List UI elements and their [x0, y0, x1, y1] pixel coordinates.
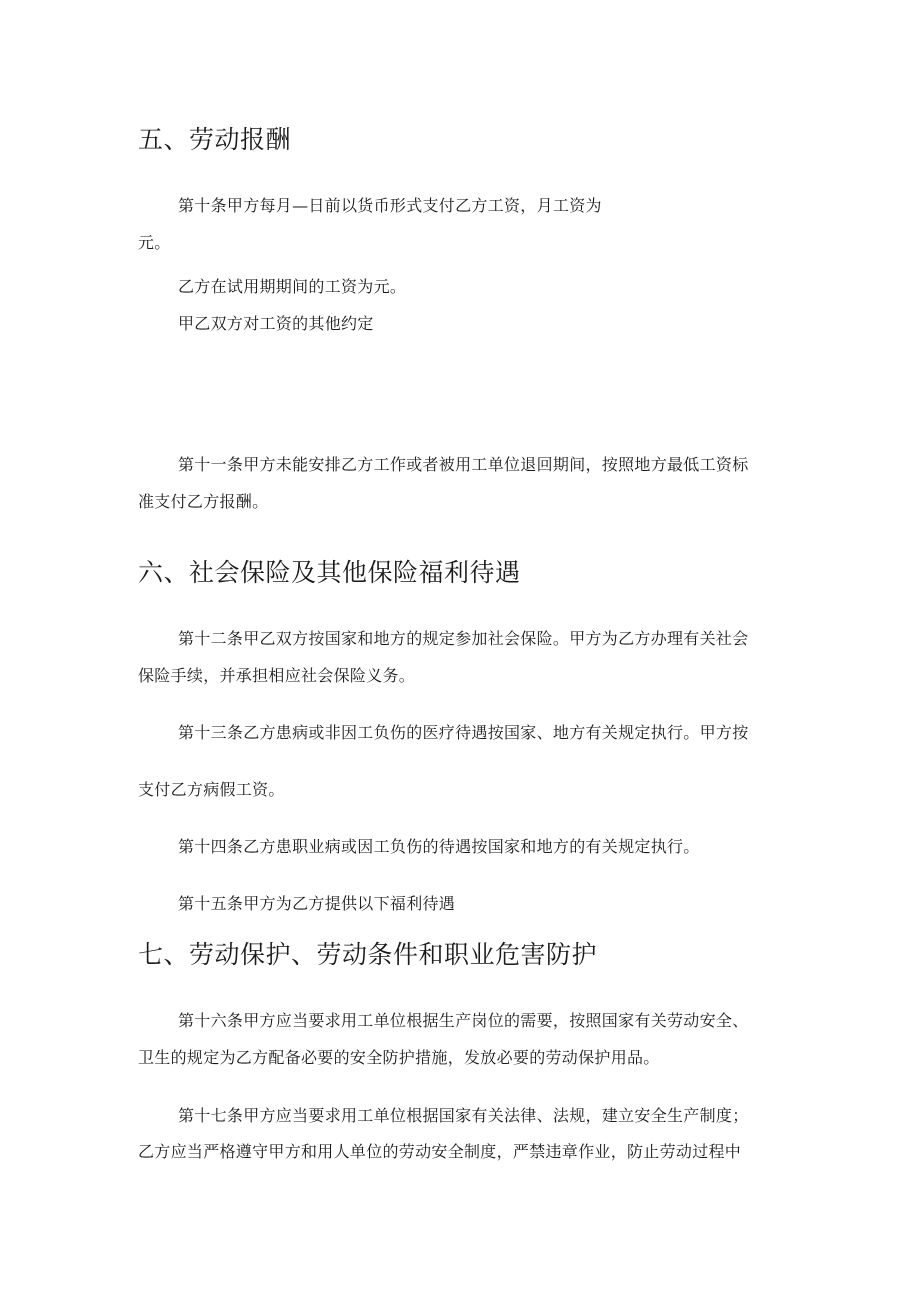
section-7-heading: 七、劳动保护、劳动条件和职业危害防护 — [138, 940, 598, 969]
section-6-heading: 六、社会保险及其他保险福利待遇 — [138, 558, 521, 587]
other-wage-agreement-line: 甲乙双方对工资的其他约定 — [178, 314, 374, 333]
article-13-line-2: 支付乙方病假工资。 — [138, 780, 285, 799]
article-12-line-2: 保险手续，并承担相应社会保险义务。 — [138, 666, 416, 685]
article-10-line-1: 第十条甲方每月—日前以货币形式支付乙方工资，月工资为 — [178, 196, 602, 215]
article-10-line-2: 元。 — [138, 233, 171, 252]
section-5-heading: 五、劳动报酬 — [138, 125, 292, 154]
article-16-line-1: 第十六条甲方应当要求用工单位根据生产岗位的需要，按照国家有关劳动安全、 — [178, 1011, 749, 1030]
article-13-line-1: 第十三条乙方患病或非因工负伤的医疗待遇按国家、地方有关规定执行。甲方按 — [178, 723, 749, 742]
article-11-line-2: 准支付乙方报酬。 — [138, 492, 269, 511]
article-12-line-1: 第十二条甲乙双方按国家和地方的规定参加社会保险。甲方为乙方办理有关社会 — [178, 629, 749, 648]
article-17-line-2: 乙方应当严格遵守甲方和用人单位的劳动安全制度，严禁违章作业，防止劳动过程中 — [138, 1142, 742, 1161]
probation-wage-line: 乙方在试用期期间的工资为元。 — [178, 277, 407, 296]
article-11-line-1: 第十一条甲方未能安排乙方工作或者被用工单位退回期间，按照地方最低工资标 — [178, 455, 749, 474]
article-17-line-1: 第十七条甲方应当要求用工单位根据国家有关法律、法规，建立安全生产制度； — [178, 1106, 749, 1125]
article-14-line: 第十四条乙方患职业病或因工负伤的待遇按国家和地方的有关规定执行。 — [178, 837, 700, 856]
article-15-line: 第十五条甲方为乙方提供以下福利待遇 — [178, 894, 456, 913]
article-16-line-2: 卫生的规定为乙方配备必要的安全防护措施，发放必要的劳动保护用品。 — [138, 1048, 660, 1067]
